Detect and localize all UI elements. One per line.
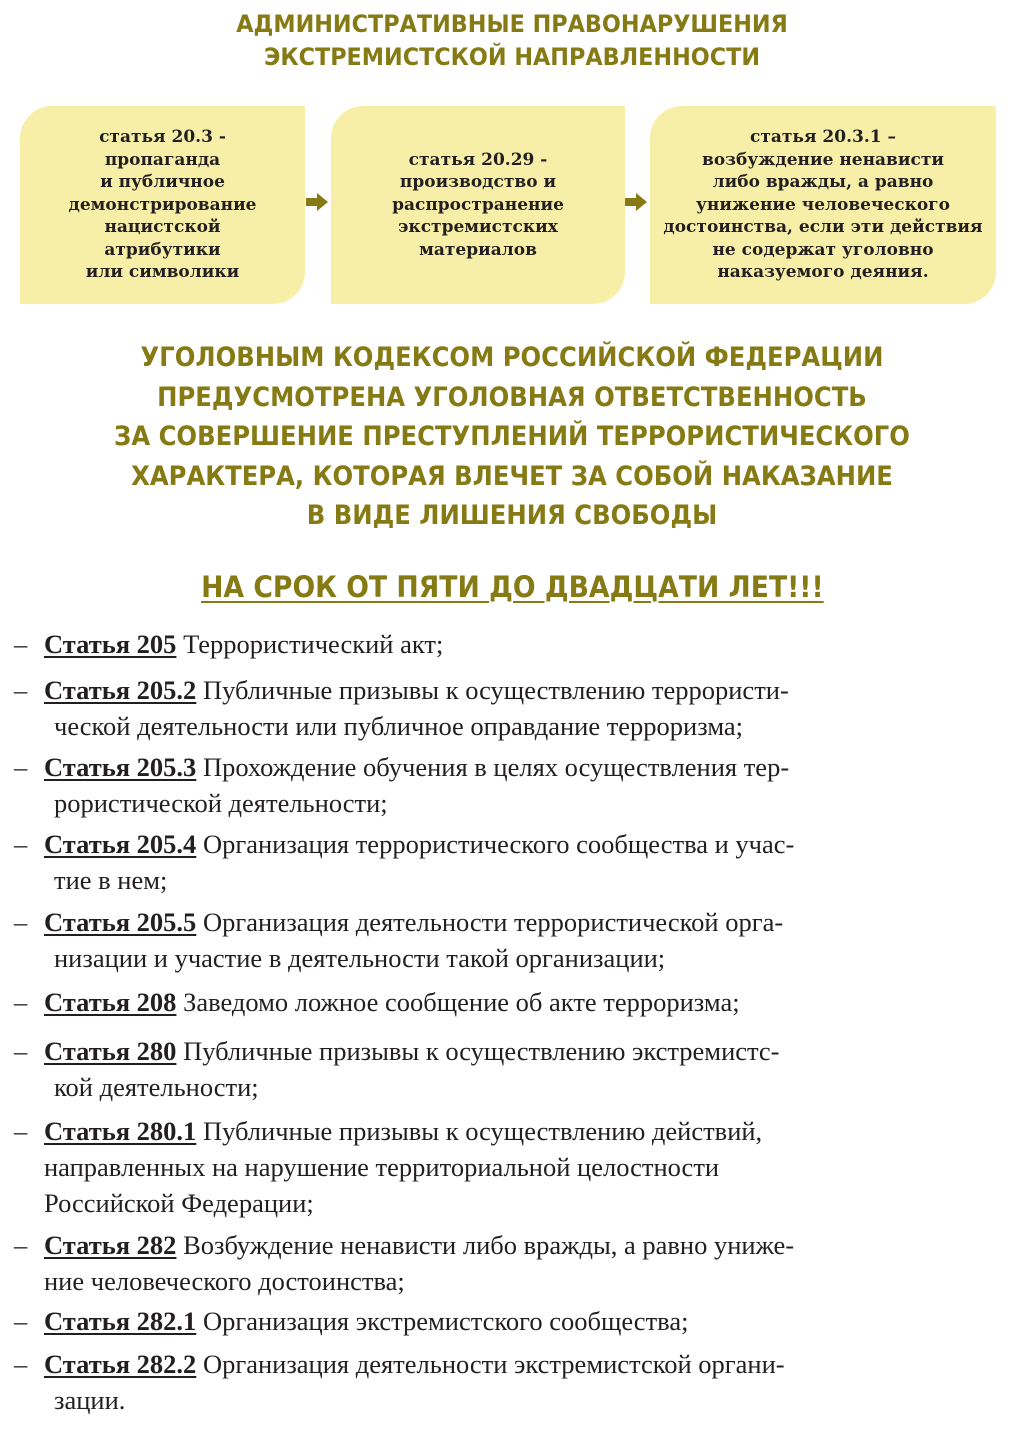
box-line: распространение — [392, 194, 564, 215]
article-text: Организация деятельности экстремистской органи- — [202, 1349, 785, 1379]
box-line: материалов — [419, 239, 537, 260]
article-text: Публичные призывы к осуществлению террористи- — [202, 675, 789, 705]
box-line: унижение человеческого — [696, 194, 950, 215]
box-line: экстремистских — [398, 217, 558, 238]
list-item: – Статья 282.2 Организация деятельности экстремистской органи- зации. — [14, 1346, 1014, 1418]
list-item: – Статья 205.4 Организация террористического сообщества и учас- тие в нем; — [14, 826, 1014, 898]
criminal-heading-line: УГОЛОВНЫМ КОДЕКСОМ РОССИЙСКОЙ ФЕДЕРАЦИИ — [140, 342, 884, 373]
list-item: – Статья 205.2 Публичные призывы к осуществлению террористи- ческой деятельности или публичное оправдание терроризма; — [14, 672, 1014, 744]
list-item: – Статья 205.5 Организация деятельности террористической орга- низации и участие в деятельности такой организации; — [14, 904, 1014, 976]
box-line: демонстрирование — [68, 194, 257, 215]
article-text: Террористический акт; — [183, 629, 444, 659]
box-line: возбуждение ненависти — [702, 149, 944, 170]
article-box-20-3 — [20, 106, 305, 304]
article-number: Статья 282.2 — [44, 1349, 197, 1379]
article-text: Публичные призывы к осуществлению экстремистс- — [183, 1036, 780, 1066]
box-line: наказуемого деяния. — [717, 262, 929, 283]
box-line: статья 20.3.1 – — [749, 127, 897, 148]
list-item: – Статья 208 Заведомо ложное сообщение об акте терроризма; — [14, 987, 740, 1017]
criminal-liability-heading — [0, 338, 1024, 536]
box-line: достоинства, если эти действия — [663, 217, 983, 238]
article-number: Статья 205 — [44, 629, 177, 659]
admin-title-line-1: АДМИНИСТРАТИВНЫЕ ПРАВОНАРУШЕНИЯ — [236, 10, 788, 38]
box-line: статья 20.29 - — [408, 149, 548, 170]
article-text: Организация террористического сообщества и учас- — [202, 829, 795, 859]
article-text-continued: тие в нем; — [54, 865, 168, 895]
article-text-continued: зации. — [54, 1385, 126, 1415]
box-line: пропаганда — [104, 149, 221, 170]
article-text-continued: ческой деятельности или публичное оправдание терроризма; — [54, 711, 744, 741]
list-item: – Статья 282 Возбуждение ненависти либо вражды, а равно униже- ние человеческого достоинства; — [14, 1227, 1014, 1299]
article-text: Заведомо ложное сообщение об акте терроризма; — [183, 987, 740, 1017]
article-number: Статья 205.2 — [44, 675, 197, 705]
criminal-heading-line: ХАРАКТЕРА, КОТОРАЯ ВЛЕЧЕТ ЗА СОБОЙ НАКАЗАНИЕ — [131, 460, 893, 492]
criminal-heading-line: В ВИДЕ ЛИШЕНИЯ СВОБОДЫ — [306, 500, 718, 531]
admin-title-line-2: ЭКСТРЕМИСТСКОЙ НАПРАВЛЕННОСТИ — [263, 43, 761, 71]
article-text: Возбуждение ненависти либо вражды, а равно униже- — [183, 1230, 795, 1260]
list-item: – Статья 205 Террористический акт; — [14, 629, 444, 659]
box-line: либо вражды, а равно — [712, 172, 934, 193]
box-line: или символики — [85, 262, 240, 283]
article-number: Статья 205.5 — [44, 907, 197, 937]
article-text-continued: кой деятельности; — [54, 1072, 259, 1102]
box-line: статья 20.3 - — [99, 127, 226, 148]
arrow-right-icon — [306, 193, 328, 211]
criminal-heading-line: ЗА СОВЕРШЕНИЕ ПРЕСТУПЛЕНИЙ ТЕРРОРИСТИЧЕСКОГО — [114, 421, 910, 452]
criminal-heading-line: ПРЕДУСМОТРЕНА УГОЛОВНАЯ ОТВЕТСТВЕННОСТЬ — [157, 381, 867, 413]
article-number: Статья 280 — [44, 1036, 177, 1066]
article-number: Статья 280.1 — [44, 1116, 197, 1146]
box-line: производство и — [399, 172, 557, 193]
list-item: – Статья 280 Публичные призывы к осуществлению экстремистс- кой деятельности; — [14, 1033, 1014, 1105]
article-text-continued: рористической деятельности; — [54, 788, 388, 818]
admin-offenses-title — [36, 8, 988, 74]
article-text: Публичные призывы к осуществлению действий, — [202, 1116, 763, 1146]
arrow-right-icon — [625, 193, 647, 211]
list-item: – Статья 280.1 Публичные призывы к осуществлению действий, направленных на нарушение территориальной целостности Российской Федерации; — [14, 1113, 1014, 1221]
article-number: Статья 208 — [44, 987, 177, 1017]
article-box-20-29 — [331, 106, 625, 304]
article-box-20-3-1 — [650, 106, 996, 304]
box-line: и публичное — [100, 172, 225, 193]
article-number: Статья 282 — [44, 1230, 177, 1260]
box-line: атрибутики — [104, 239, 221, 260]
article-text-continued: ние человеческого достоинства; — [44, 1266, 405, 1296]
article-text: Прохождение обучения в целях осуществления тер- — [202, 752, 790, 782]
article-text-continued: направленных на нарушение территориальной целостности — [44, 1152, 720, 1182]
term-heading — [0, 567, 1024, 607]
article-number: Статья 205.3 — [44, 752, 197, 782]
article-text: Организация деятельности террористической орга- — [202, 907, 784, 937]
article-text-continued: Российской Федерации; — [44, 1188, 314, 1218]
box-line: нацистской — [104, 217, 221, 238]
box-line: не содержат уголовно — [712, 239, 934, 260]
list-item: – Статья 205.3 Прохождение обучения в целях осуществления тер- рористической деятельности; — [14, 749, 1014, 821]
list-item: – Статья 282.1 Организация экстремистского сообщества; — [14, 1306, 689, 1336]
article-text: Организация экстремистского сообщества; — [202, 1306, 689, 1336]
article-number: Статья 205.4 — [44, 829, 197, 859]
article-text-continued: низации и участие в деятельности такой организации; — [54, 943, 666, 973]
article-number: Статья 282.1 — [44, 1306, 197, 1336]
term-text: НА СРОК ОТ ПЯТИ ДО ДВАДЦАТИ ЛЕТ!!! — [200, 570, 824, 604]
